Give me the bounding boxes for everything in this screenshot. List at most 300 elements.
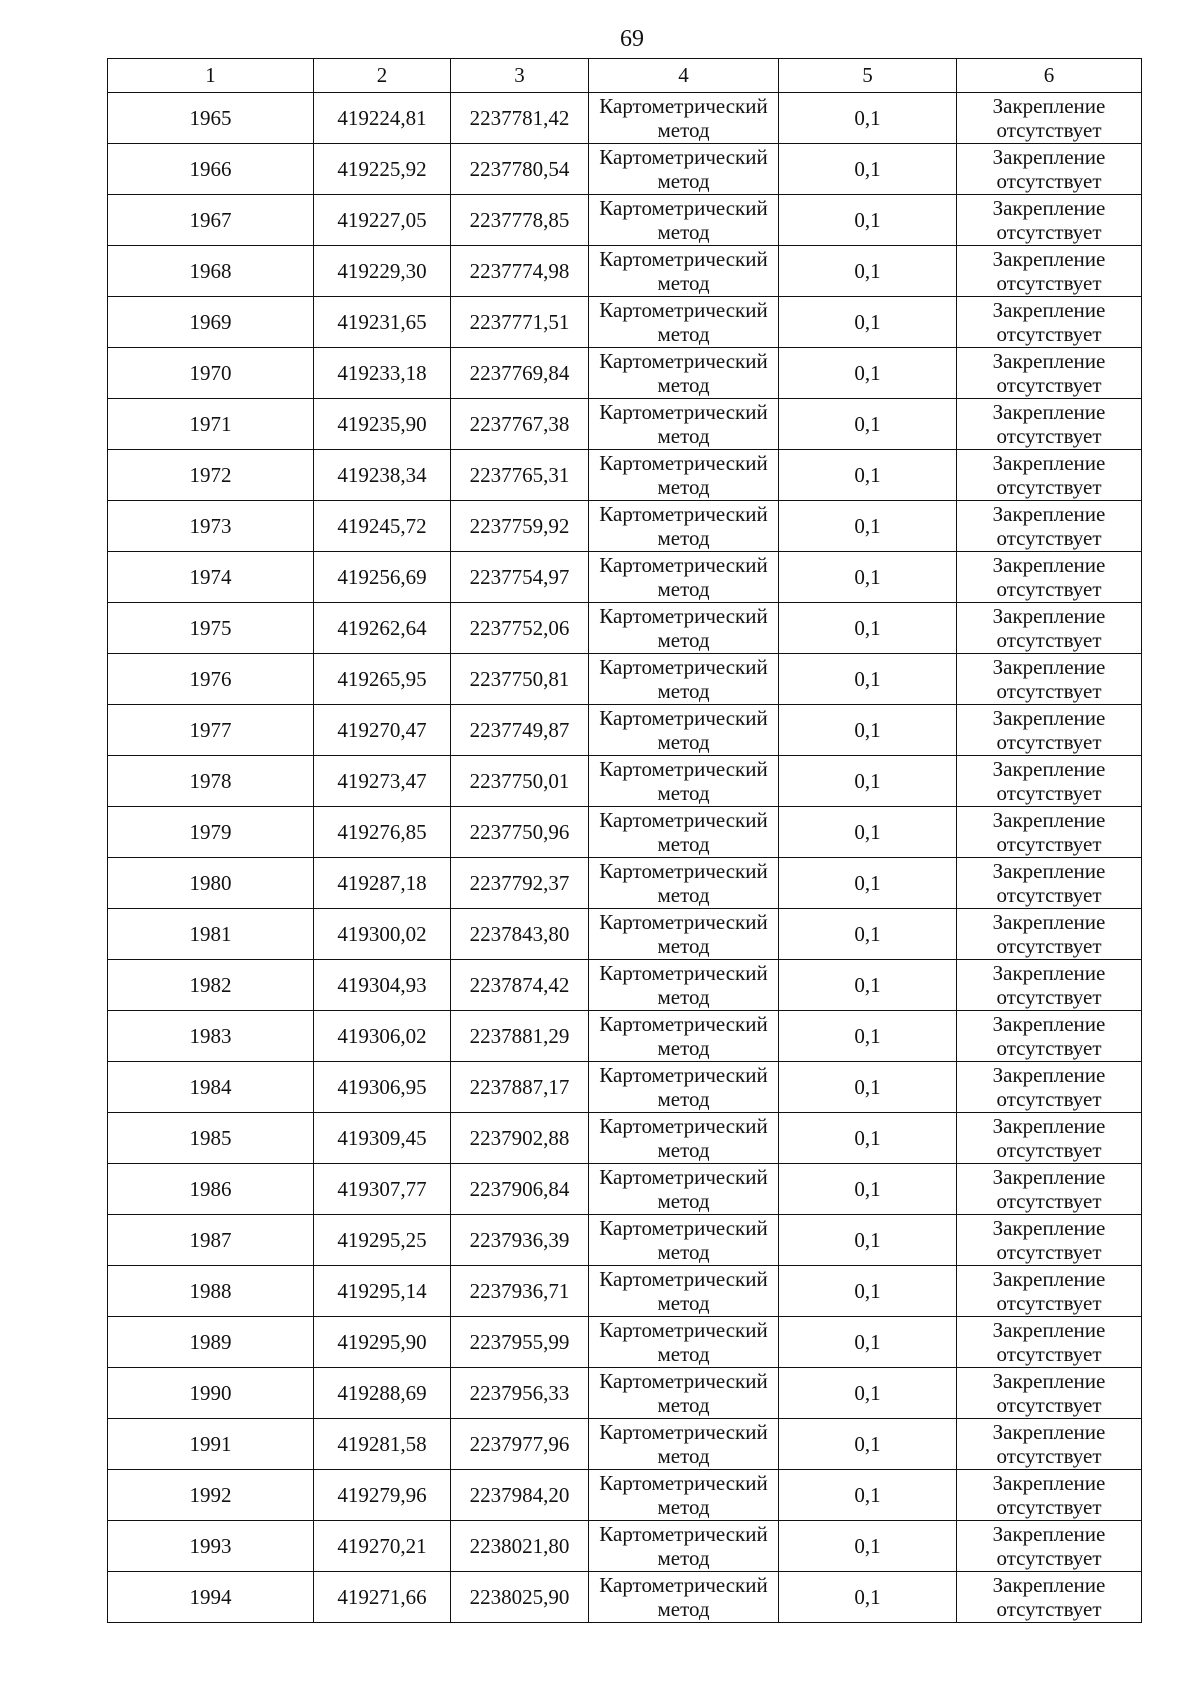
y-coordinate-cell: 2237780,54 <box>451 144 589 195</box>
x-coordinate-cell: 419238,34 <box>314 450 451 501</box>
fixation-cell <box>957 705 1142 756</box>
accuracy-cell: 0,1 <box>779 450 957 501</box>
x-coordinate-cell: 419229,30 <box>314 246 451 297</box>
method-text-line2: метод <box>657 475 710 499</box>
table-row <box>108 1317 1142 1368</box>
fixation-cell <box>957 807 1142 858</box>
accuracy-cell: 0,1 <box>779 807 957 858</box>
y-coordinate-cell: 2237902,88 <box>451 1113 589 1164</box>
fixation-cell <box>957 1062 1142 1113</box>
method-text-line2: метод <box>657 322 710 346</box>
fixation-text-line2: отсутствует <box>996 1291 1102 1315</box>
fixation-text-line2: отсутствует <box>996 577 1102 601</box>
fixation-text-line1: Закрепление <box>992 451 1106 475</box>
fixation-text-line1: Закрепление <box>992 1063 1106 1087</box>
y-coordinate-cell: 2237781,42 <box>451 93 589 144</box>
fixation-cell <box>957 1317 1142 1368</box>
fixation-cell <box>957 93 1142 144</box>
table-row <box>108 1164 1142 1215</box>
column-header: 3 <box>451 59 589 93</box>
fixation-cell <box>957 909 1142 960</box>
accuracy-cell: 0,1 <box>779 1266 957 1317</box>
fixation-text-line2: отсутствует <box>996 1036 1102 1060</box>
method-text-line1: Картометрический <box>599 1165 768 1189</box>
table-row <box>108 705 1142 756</box>
method-text-line1: Картометрический <box>599 196 768 220</box>
method-cell <box>589 450 779 501</box>
x-coordinate-cell: 419309,45 <box>314 1113 451 1164</box>
fixation-text-line2: отсутствует <box>996 373 1102 397</box>
table-header-row <box>108 59 1142 93</box>
fixation-text-line1: Закрепление <box>992 94 1106 118</box>
accuracy-cell: 0,1 <box>779 705 957 756</box>
point-number-cell: 1989 <box>108 1317 314 1368</box>
x-coordinate-cell: 419300,02 <box>314 909 451 960</box>
point-number-cell: 1990 <box>108 1368 314 1419</box>
point-number-cell: 1984 <box>108 1062 314 1113</box>
accuracy-cell: 0,1 <box>779 603 957 654</box>
fixation-text-line1: Закрепление <box>992 1216 1106 1240</box>
table-row <box>108 1113 1142 1164</box>
method-text-line2: метод <box>657 832 710 856</box>
accuracy-cell: 0,1 <box>779 1011 957 1062</box>
table-row <box>108 195 1142 246</box>
method-cell <box>589 705 779 756</box>
method-text-line2: метод <box>657 1597 710 1621</box>
method-text-line1: Картометрический <box>599 1012 768 1036</box>
fixation-text-line2: отсутствует <box>996 832 1102 856</box>
method-cell <box>589 807 779 858</box>
method-cell <box>589 858 779 909</box>
accuracy-cell: 0,1 <box>779 501 957 552</box>
accuracy-cell: 0,1 <box>779 144 957 195</box>
fixation-cell <box>957 1470 1142 1521</box>
column-header: 5 <box>779 59 957 93</box>
method-cell <box>589 144 779 195</box>
point-number-cell: 1972 <box>108 450 314 501</box>
point-number-cell: 1991 <box>108 1419 314 1470</box>
fixation-cell <box>957 195 1142 246</box>
accuracy-cell: 0,1 <box>779 246 957 297</box>
table-row <box>108 144 1142 195</box>
method-text-line1: Картометрический <box>599 808 768 832</box>
method-cell <box>589 297 779 348</box>
method-text-line2: метод <box>657 118 710 142</box>
accuracy-cell: 0,1 <box>779 348 957 399</box>
point-number-cell: 1977 <box>108 705 314 756</box>
fixation-cell <box>957 1368 1142 1419</box>
accuracy-cell: 0,1 <box>779 654 957 705</box>
y-coordinate-cell: 2237955,99 <box>451 1317 589 1368</box>
x-coordinate-cell: 419265,95 <box>314 654 451 705</box>
method-text-line2: метод <box>657 1342 710 1366</box>
fixation-text-line1: Закрепление <box>992 247 1106 271</box>
method-text-line1: Картометрический <box>599 1420 768 1444</box>
method-text-line1: Картометрический <box>599 1522 768 1546</box>
fixation-text-line1: Закрепление <box>992 604 1106 628</box>
method-text-line2: метод <box>657 1240 710 1264</box>
y-coordinate-cell: 2237767,38 <box>451 399 589 450</box>
fixation-cell <box>957 654 1142 705</box>
y-coordinate-cell: 2237754,97 <box>451 552 589 603</box>
fixation-cell <box>957 144 1142 195</box>
table-row <box>108 1470 1142 1521</box>
accuracy-cell: 0,1 <box>779 297 957 348</box>
y-coordinate-cell: 2237906,84 <box>451 1164 589 1215</box>
fixation-cell <box>957 1521 1142 1572</box>
point-number-cell: 1992 <box>108 1470 314 1521</box>
fixation-text-line2: отсутствует <box>996 322 1102 346</box>
fixation-text-line2: отсутствует <box>996 526 1102 550</box>
fixation-cell <box>957 1164 1142 1215</box>
method-cell <box>589 1521 779 1572</box>
fixation-text-line1: Закрепление <box>992 298 1106 322</box>
method-text-line1: Картометрический <box>599 94 768 118</box>
x-coordinate-cell: 419287,18 <box>314 858 451 909</box>
fixation-text-line1: Закрепление <box>992 1573 1106 1597</box>
fixation-text-line1: Закрепление <box>992 553 1106 577</box>
fixation-text-line2: отсутствует <box>996 1495 1102 1519</box>
x-coordinate-cell: 419304,93 <box>314 960 451 1011</box>
fixation-text-line2: отсутствует <box>996 118 1102 142</box>
y-coordinate-cell: 2237956,33 <box>451 1368 589 1419</box>
table-row <box>108 858 1142 909</box>
fixation-text-line1: Закрепление <box>992 1114 1106 1138</box>
accuracy-cell: 0,1 <box>779 93 957 144</box>
point-number-cell: 1980 <box>108 858 314 909</box>
fixation-text-line1: Закрепление <box>992 1420 1106 1444</box>
method-text-line2: метод <box>657 526 710 550</box>
method-cell <box>589 1572 779 1623</box>
fixation-cell <box>957 246 1142 297</box>
x-coordinate-cell: 419271,66 <box>314 1572 451 1623</box>
method-cell <box>589 1419 779 1470</box>
table-row <box>108 1572 1142 1623</box>
method-text-line1: Картометрический <box>599 706 768 730</box>
method-text-line2: метод <box>657 730 710 754</box>
method-text-line2: метод <box>657 220 710 244</box>
fixation-text-line1: Закрепление <box>992 196 1106 220</box>
method-text-line1: Картометрический <box>599 1114 768 1138</box>
method-text-line1: Картометрический <box>599 502 768 526</box>
method-text-line2: метод <box>657 373 710 397</box>
method-cell <box>589 552 779 603</box>
fixation-text-line2: отсутствует <box>996 1087 1102 1111</box>
fixation-cell <box>957 552 1142 603</box>
fixation-text-line1: Закрепление <box>992 1165 1106 1189</box>
column-header: 4 <box>589 59 779 93</box>
fixation-cell <box>957 1419 1142 1470</box>
fixation-cell <box>957 603 1142 654</box>
table-row <box>108 501 1142 552</box>
fixation-text-line2: отсутствует <box>996 730 1102 754</box>
accuracy-cell: 0,1 <box>779 1164 957 1215</box>
y-coordinate-cell: 2237977,96 <box>451 1419 589 1470</box>
table-row <box>108 297 1142 348</box>
method-cell <box>589 195 779 246</box>
point-number-cell: 1966 <box>108 144 314 195</box>
point-number-cell: 1983 <box>108 1011 314 1062</box>
y-coordinate-cell: 2237771,51 <box>451 297 589 348</box>
accuracy-cell: 0,1 <box>779 1419 957 1470</box>
fixation-text-line1: Закрепление <box>992 349 1106 373</box>
y-coordinate-cell: 2237984,20 <box>451 1470 589 1521</box>
y-coordinate-cell: 2237887,17 <box>451 1062 589 1113</box>
fixation-cell <box>957 450 1142 501</box>
method-text-line1: Картометрический <box>599 859 768 883</box>
table-row <box>108 450 1142 501</box>
method-text-line2: метод <box>657 934 710 958</box>
method-text-line2: метод <box>657 1444 710 1468</box>
fixation-cell <box>957 858 1142 909</box>
point-number-cell: 1968 <box>108 246 314 297</box>
accuracy-cell: 0,1 <box>779 960 957 1011</box>
fixation-text-line2: отсутствует <box>996 1138 1102 1162</box>
method-text-line2: метод <box>657 628 710 652</box>
y-coordinate-cell: 2237752,06 <box>451 603 589 654</box>
x-coordinate-cell: 419273,47 <box>314 756 451 807</box>
point-number-cell: 1975 <box>108 603 314 654</box>
column-header: 6 <box>957 59 1142 93</box>
method-text-line1: Картометрический <box>599 655 768 679</box>
point-number-cell: 1978 <box>108 756 314 807</box>
fixation-text-line1: Закрепление <box>992 1522 1106 1546</box>
method-cell <box>589 1113 779 1164</box>
method-text-line1: Картометрический <box>599 451 768 475</box>
x-coordinate-cell: 419307,77 <box>314 1164 451 1215</box>
fixation-text-line2: отсутствует <box>996 934 1102 958</box>
y-coordinate-cell: 2237843,80 <box>451 909 589 960</box>
fixation-text-line2: отсутствует <box>996 1444 1102 1468</box>
fixation-text-line1: Закрепление <box>992 910 1106 934</box>
fixation-text-line2: отсутствует <box>996 679 1102 703</box>
method-cell <box>589 960 779 1011</box>
method-cell <box>589 1470 779 1521</box>
y-coordinate-cell: 2237881,29 <box>451 1011 589 1062</box>
table-row <box>108 399 1142 450</box>
method-text-line2: метод <box>657 781 710 805</box>
fixation-text-line2: отсутствует <box>996 169 1102 193</box>
accuracy-cell: 0,1 <box>779 1470 957 1521</box>
method-text-line2: метод <box>657 1291 710 1315</box>
x-coordinate-cell: 419295,90 <box>314 1317 451 1368</box>
x-coordinate-cell: 419270,21 <box>314 1521 451 1572</box>
method-text-line2: метод <box>657 1036 710 1060</box>
x-coordinate-cell: 419225,92 <box>314 144 451 195</box>
method-cell <box>589 1317 779 1368</box>
y-coordinate-cell: 2237750,01 <box>451 756 589 807</box>
y-coordinate-cell: 2237749,87 <box>451 705 589 756</box>
method-text-line1: Картометрический <box>599 1063 768 1087</box>
table-row <box>108 603 1142 654</box>
x-coordinate-cell: 419245,72 <box>314 501 451 552</box>
fixation-text-line1: Закрепление <box>992 961 1106 985</box>
x-coordinate-cell: 419281,58 <box>314 1419 451 1470</box>
x-coordinate-cell: 419288,69 <box>314 1368 451 1419</box>
accuracy-cell: 0,1 <box>779 1521 957 1572</box>
fixation-cell <box>957 348 1142 399</box>
fixation-text-line1: Закрепление <box>992 502 1106 526</box>
table-body <box>108 93 1142 1623</box>
y-coordinate-cell: 2237750,96 <box>451 807 589 858</box>
x-coordinate-cell: 419262,64 <box>314 603 451 654</box>
fixation-text-line2: отсутствует <box>996 1597 1102 1621</box>
fixation-cell <box>957 960 1142 1011</box>
x-coordinate-cell: 419279,96 <box>314 1470 451 1521</box>
method-cell <box>589 501 779 552</box>
method-text-line2: метод <box>657 1393 710 1417</box>
fixation-text-line2: отсутствует <box>996 985 1102 1009</box>
fixation-text-line1: Закрепление <box>992 808 1106 832</box>
method-text-line2: метод <box>657 1495 710 1519</box>
fixation-text-line1: Закрепление <box>992 1267 1106 1291</box>
method-text-line1: Картометрический <box>599 1216 768 1240</box>
fixation-cell <box>957 501 1142 552</box>
method-text-line2: метод <box>657 883 710 907</box>
table-row <box>108 1215 1142 1266</box>
method-text-line2: метод <box>657 1546 710 1570</box>
coordinates-table <box>107 58 1142 1623</box>
method-text-line1: Картометрический <box>599 961 768 985</box>
y-coordinate-cell: 2237936,71 <box>451 1266 589 1317</box>
x-coordinate-cell: 419231,65 <box>314 297 451 348</box>
method-text-line1: Картометрический <box>599 910 768 934</box>
table-row <box>108 654 1142 705</box>
method-text-line1: Картометрический <box>599 298 768 322</box>
x-coordinate-cell: 419295,14 <box>314 1266 451 1317</box>
method-cell <box>589 756 779 807</box>
fixation-cell <box>957 1011 1142 1062</box>
accuracy-cell: 0,1 <box>779 909 957 960</box>
method-text-line1: Картометрический <box>599 247 768 271</box>
y-coordinate-cell: 2237765,31 <box>451 450 589 501</box>
accuracy-cell: 0,1 <box>779 858 957 909</box>
table-row <box>108 1521 1142 1572</box>
accuracy-cell: 0,1 <box>779 1572 957 1623</box>
fixation-text-line2: отсутствует <box>996 271 1102 295</box>
fixation-cell <box>957 1113 1142 1164</box>
method-text-line1: Картометрический <box>599 400 768 424</box>
table-row <box>108 807 1142 858</box>
x-coordinate-cell: 419227,05 <box>314 195 451 246</box>
accuracy-cell: 0,1 <box>779 552 957 603</box>
table-row <box>108 1266 1142 1317</box>
fixation-text-line1: Закрепление <box>992 1471 1106 1495</box>
fixation-text-line1: Закрепление <box>992 1369 1106 1393</box>
fixation-text-line1: Закрепление <box>992 1012 1106 1036</box>
table-row <box>108 1368 1142 1419</box>
method-text-line1: Картометрический <box>599 1318 768 1342</box>
method-cell <box>589 909 779 960</box>
method-text-line2: метод <box>657 985 710 1009</box>
method-text-line2: метод <box>657 1087 710 1111</box>
point-number-cell: 1994 <box>108 1572 314 1623</box>
method-text-line1: Картометрический <box>599 553 768 577</box>
y-coordinate-cell: 2237778,85 <box>451 195 589 246</box>
method-cell <box>589 1011 779 1062</box>
accuracy-cell: 0,1 <box>779 756 957 807</box>
table-row <box>108 960 1142 1011</box>
x-coordinate-cell: 419276,85 <box>314 807 451 858</box>
point-number-cell: 1974 <box>108 552 314 603</box>
method-cell <box>589 1062 779 1113</box>
fixation-text-line2: отсутствует <box>996 1342 1102 1366</box>
y-coordinate-cell: 2237936,39 <box>451 1215 589 1266</box>
fixation-text-line1: Закрепление <box>992 757 1106 781</box>
point-number-cell: 1976 <box>108 654 314 705</box>
table-row <box>108 348 1142 399</box>
point-number-cell: 1993 <box>108 1521 314 1572</box>
method-text-line1: Картометрический <box>599 1471 768 1495</box>
method-text-line1: Картометрический <box>599 145 768 169</box>
method-cell <box>589 246 779 297</box>
point-number-cell: 1973 <box>108 501 314 552</box>
method-cell <box>589 93 779 144</box>
x-coordinate-cell: 419256,69 <box>314 552 451 603</box>
point-number-cell: 1971 <box>108 399 314 450</box>
fixation-text-line1: Закрепление <box>992 400 1106 424</box>
fixation-text-line1: Закрепление <box>992 145 1106 169</box>
accuracy-cell: 0,1 <box>779 1062 957 1113</box>
method-text-line1: Картометрический <box>599 757 768 781</box>
fixation-text-line2: отсутствует <box>996 1240 1102 1264</box>
y-coordinate-cell: 2238025,90 <box>451 1572 589 1623</box>
y-coordinate-cell: 2237750,81 <box>451 654 589 705</box>
table-row <box>108 1011 1142 1062</box>
method-cell <box>589 1215 779 1266</box>
y-coordinate-cell: 2238021,80 <box>451 1521 589 1572</box>
point-number-cell: 1987 <box>108 1215 314 1266</box>
table-row <box>108 1062 1142 1113</box>
fixation-text-line2: отсутствует <box>996 475 1102 499</box>
point-number-cell: 1982 <box>108 960 314 1011</box>
x-coordinate-cell: 419295,25 <box>314 1215 451 1266</box>
fixation-text-line2: отсутствует <box>996 883 1102 907</box>
point-number-cell: 1986 <box>108 1164 314 1215</box>
x-coordinate-cell: 419306,95 <box>314 1062 451 1113</box>
accuracy-cell: 0,1 <box>779 1368 957 1419</box>
method-text-line1: Картометрический <box>599 1369 768 1393</box>
method-cell <box>589 1164 779 1215</box>
table-row <box>108 909 1142 960</box>
method-text-line1: Картометрический <box>599 604 768 628</box>
method-text-line1: Картометрический <box>599 1573 768 1597</box>
table-row <box>108 552 1142 603</box>
method-text-line2: метод <box>657 679 710 703</box>
method-cell <box>589 654 779 705</box>
fixation-text-line2: отсутствует <box>996 781 1102 805</box>
table-row <box>108 756 1142 807</box>
fixation-cell <box>957 297 1142 348</box>
method-text-line2: метод <box>657 1138 710 1162</box>
fixation-text-line2: отсутствует <box>996 1546 1102 1570</box>
point-number-cell: 1979 <box>108 807 314 858</box>
fixation-text-line1: Закрепление <box>992 1318 1106 1342</box>
method-text-line2: метод <box>657 271 710 295</box>
x-coordinate-cell: 419233,18 <box>314 348 451 399</box>
method-text-line2: метод <box>657 169 710 193</box>
table-row <box>108 1419 1142 1470</box>
method-text-line2: метод <box>657 577 710 601</box>
method-cell <box>589 1266 779 1317</box>
point-number-cell: 1985 <box>108 1113 314 1164</box>
x-coordinate-cell: 419270,47 <box>314 705 451 756</box>
fixation-text-line2: отсутствует <box>996 628 1102 652</box>
method-text-line2: метод <box>657 424 710 448</box>
accuracy-cell: 0,1 <box>779 399 957 450</box>
table-row <box>108 246 1142 297</box>
fixation-cell <box>957 1266 1142 1317</box>
